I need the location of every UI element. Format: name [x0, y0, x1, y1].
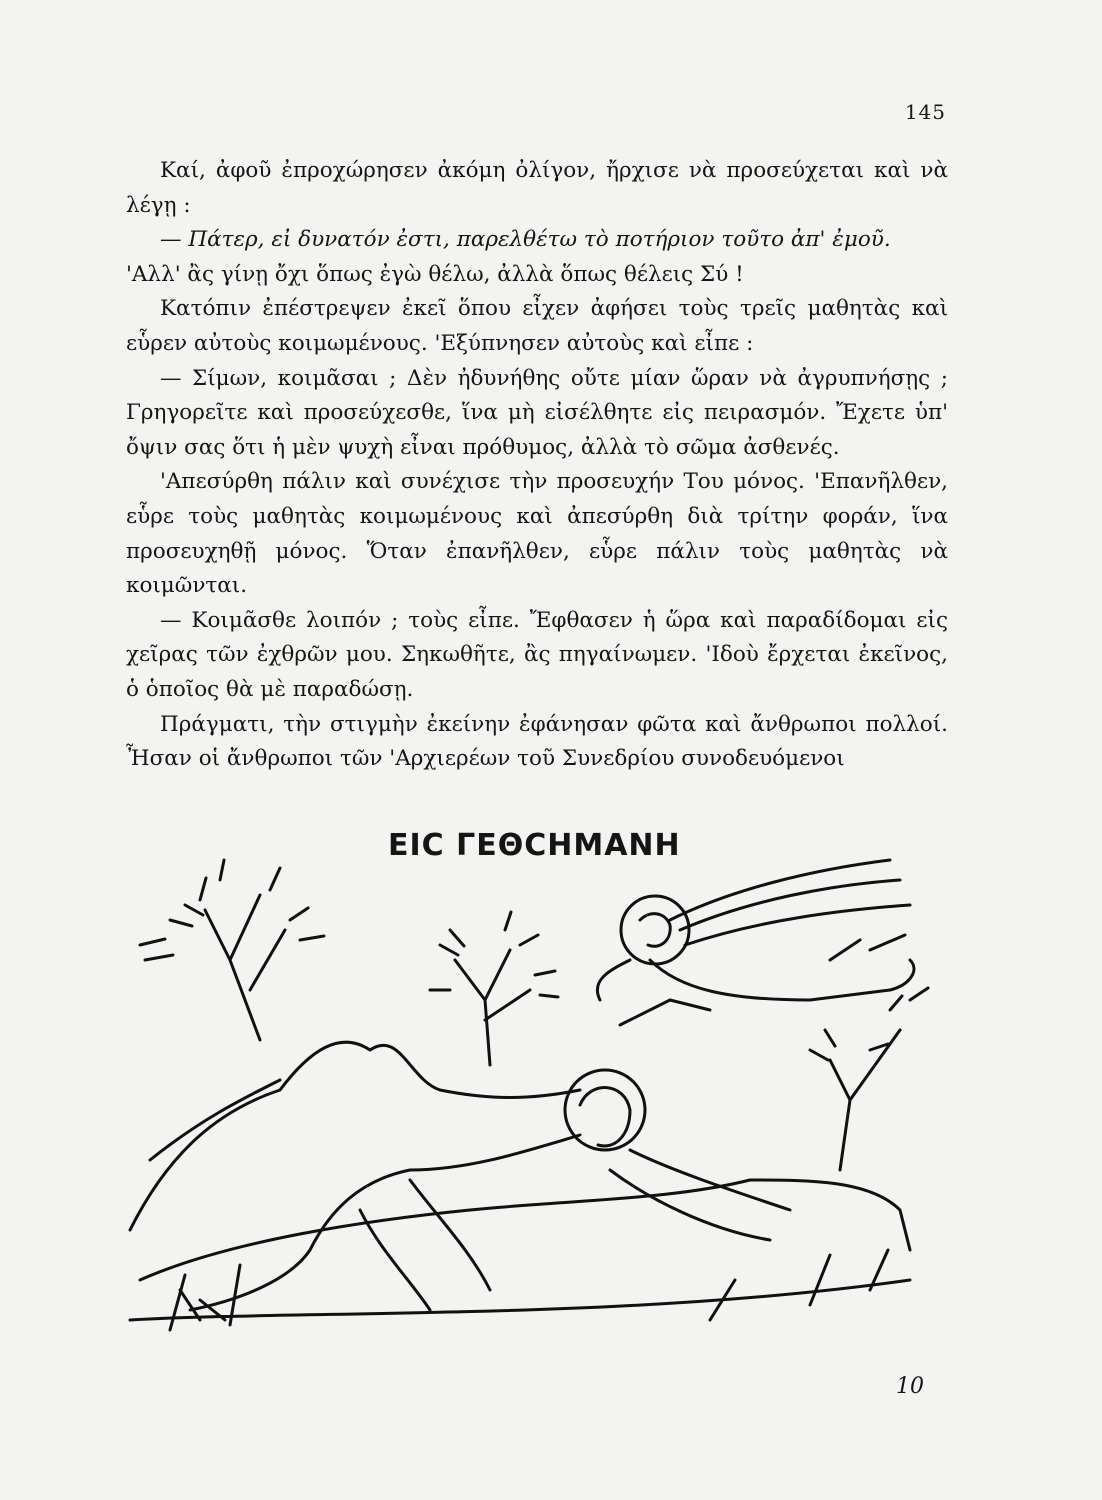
- paragraph: Πράγματι, τὴν στιγμὴν ἐκείνην ἐφάνησαν φῶτα καὶ ἄνθρωποι πολλοί. Ἦσαν οἱ ἄνθρωποι τῶν 'Αρχιερέων τοῦ Συνεδρίου συνοδευόμενοι: [126, 711, 948, 772]
- rocky-hills: [130, 1042, 910, 1330]
- gethsemane-illustration: [110, 850, 950, 1370]
- signature-mark: 10: [896, 1374, 924, 1399]
- paragraph-prayer: — Πάτερ, εἰ δυνατόν ἐστι, παρελθέτω τὸ ποτήριον τοῦτο ἀπ' ἐμοῦ.: [160, 227, 891, 253]
- paragraph: Κατόπιν ἐπέστρεψεν ἐκεῖ ὅπου εἶχεν ἀφήσει τοὺς τρεῖς μαθητὰς καὶ εὗρεν αὐτοὺς κοιμωμένους. 'Εξύπνησεν αὐτοὺς καὶ εἶπε :: [126, 296, 948, 356]
- paragraph: 'Αλλ' ἂς γίνῃ ὄχι ὅπως ἐγὼ θέλω, ἀλλὰ ὅπως θέλεις Σύ !: [126, 261, 744, 287]
- paragraph: — Κοιμᾶσθε λοιπόν ; τοὺς εἶπε. Ἔφθασεν ἡ ὥρα καὶ παραδίδομαι εἰς χεῖρας τῶν ἐχθρῶν μου. Σηκωθῆτε, ἂς πηγαίνωμεν. 'Ιδοὺ ἔρχεται ἐκεῖνος, ὁ ὁποῖος θὰ μὲ παραδώσῃ.: [126, 607, 948, 702]
- angel-figure: [597, 860, 914, 1025]
- illustration-caption: ΕΙC ΓΕΘCΗΜΑΝΗ: [388, 828, 681, 863]
- olive-tree-right: [810, 988, 928, 1170]
- olive-tree-left: [140, 860, 324, 1040]
- page-number: 145: [904, 100, 946, 124]
- olive-tree-middle: [430, 912, 558, 1065]
- paragraph: — Σίμων, κοιμᾶσαι ; Δὲν ἠδυνήθης οὔτε μίαν ὥραν νὰ ἀγρυπνήσῃς ; Γρηγορεῖτε καὶ προσεύχεσθε, ἵνα μὴ εἰσέλθητε εἰς πειρασμόν. Ἔχετε ὑπ' ὄψιν σας ὅτι ἡ μὲν ψυχὴ εἶναι πρόθυμος, ἀλλὰ τὸ σῶμα ἀσθενές.: [126, 365, 948, 460]
- body-text: [126, 154, 948, 777]
- paragraph: Καί, ἀφοῦ ἐπροχώρησεν ἀκόμη ὀλίγον, ἤρχισε νὰ προσεύχεται καὶ νὰ λέγῃ :: [126, 158, 948, 218]
- paragraph: 'Απεσύρθη πάλιν καὶ συνέχισε τὴν προσευχήν Του μόνος. 'Επανῆλθεν, εὗρε τοὺς μαθητὰς κοιμωμένους καὶ ἀπεσύρθη διὰ τρίτην φοράν, ἵνα προσευχηθῇ μόνος. Ὅταν ἐπανῆλθεν, εὗρε πάλιν τοὺς μαθητὰς νὰ κοιμῶνται.: [126, 469, 948, 599]
- christ-figure: [180, 1070, 790, 1320]
